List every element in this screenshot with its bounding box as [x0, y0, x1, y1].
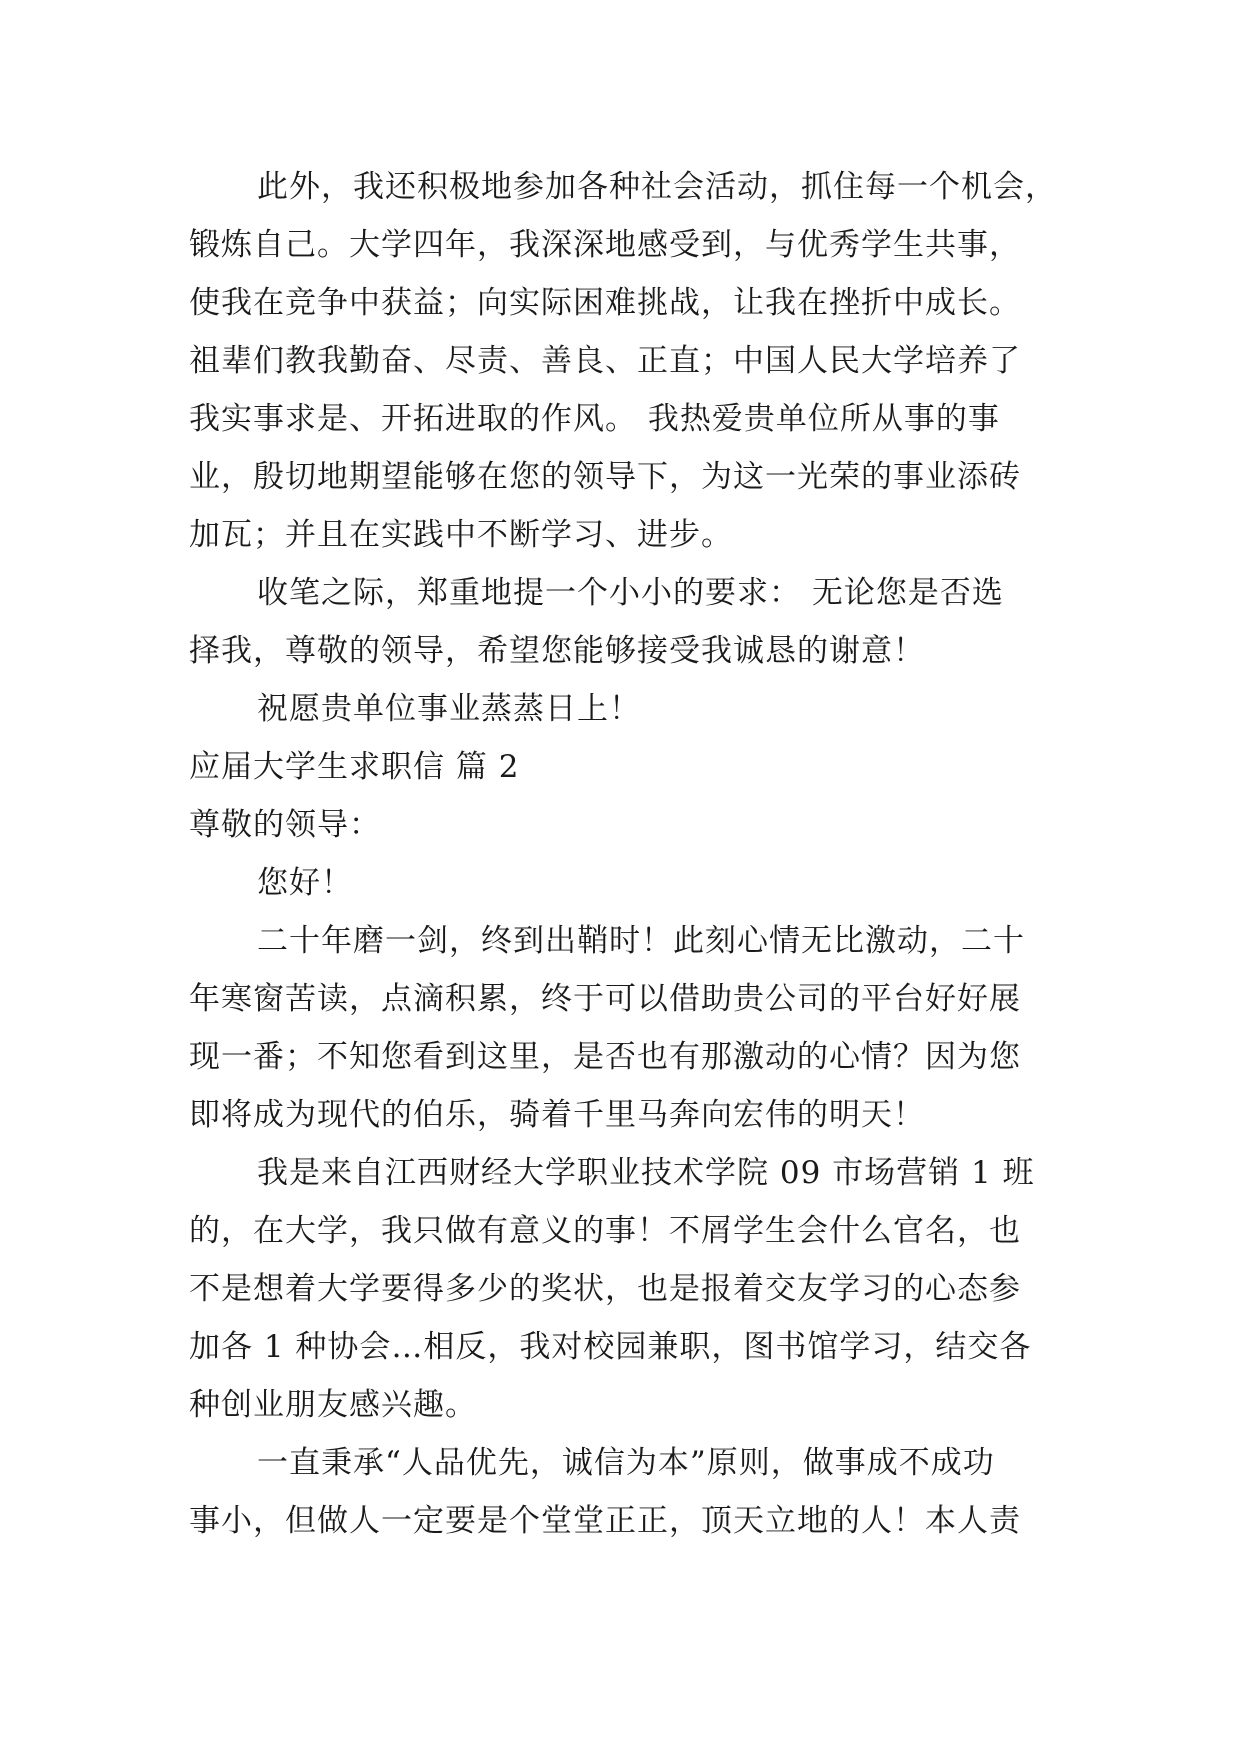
paragraph-line: 收笔之际，郑重地提一个小小的要求： 无论您是否选 [257, 575, 1004, 611]
paragraph-line: 种创业朋友感兴趣。 [189, 1387, 477, 1423]
paragraph-line: 此外，我还积极地参加各种社会活动，抓住每一个机会， [257, 169, 1057, 205]
closing-wish: 祝愿贵单位事业蒸蒸日上！ [257, 691, 641, 727]
greeting: 您好！ [257, 865, 353, 901]
section-heading: 应届大学生求职信 篇 2 [189, 749, 520, 785]
salutation: 尊敬的领导： [189, 807, 381, 843]
paragraph-line: 的，在大学，我只做有意义的事！不屑学生会什么官名，也 [189, 1213, 1021, 1249]
paragraph-line: 现一番；不知您看到这里，是否也有那激动的心情？因为您 [189, 1039, 1021, 1075]
paragraph-line: 一直秉承“人品优先，诚信为本”原则，做事成不成功 [257, 1445, 995, 1481]
paragraph-line: 事小，但做人一定要是个堂堂正正，顶天立地的人！本人责 [189, 1503, 1021, 1539]
paragraph-line: 使我在竞争中获益；向实际困难挑战，让我在挫折中成长。 [189, 285, 1021, 321]
paragraph-line: 二十年磨一剑，终到出鞘时！此刻心情无比激动，二十 [257, 923, 1025, 959]
paragraph-line: 锻炼自己。大学四年，我深深地感受到，与优秀学生共事， [189, 227, 1021, 263]
paragraph-line: 祖辈们教我勤奋、尽责、善良、正直；中国人民大学培养了 [189, 343, 1021, 379]
paragraph-line: 业，殷切地期望能够在您的领导下，为这一光荣的事业添砖 [189, 459, 1021, 495]
paragraph-line: 加瓦；并且在实践中不断学习、进步。 [189, 517, 733, 553]
paragraph-line: 不是想着大学要得多少的奖状，也是报着交友学习的心态参 [189, 1271, 1021, 1307]
paragraph-line: 我是来自江西财经大学职业技术学院 09 市场营销 1 班 [257, 1155, 1035, 1191]
paragraph-line: 即将成为现代的伯乐，骑着千里马奔向宏伟的明天！ [189, 1097, 925, 1133]
paragraph-line: 我实事求是、开拓进取的作风。 我热爱贵单位所从事的事 [189, 401, 1000, 437]
paragraph-line: 加各 1 种协会…相反，我对校园兼职，图书馆学习，结交各 [189, 1329, 1032, 1365]
paragraph-line: 年寒窗苦读，点滴积累，终于可以借助贵公司的平台好好展 [189, 981, 1021, 1017]
paragraph-line: 择我，尊敬的领导，希望您能够接受我诚恳的谢意！ [189, 633, 925, 669]
